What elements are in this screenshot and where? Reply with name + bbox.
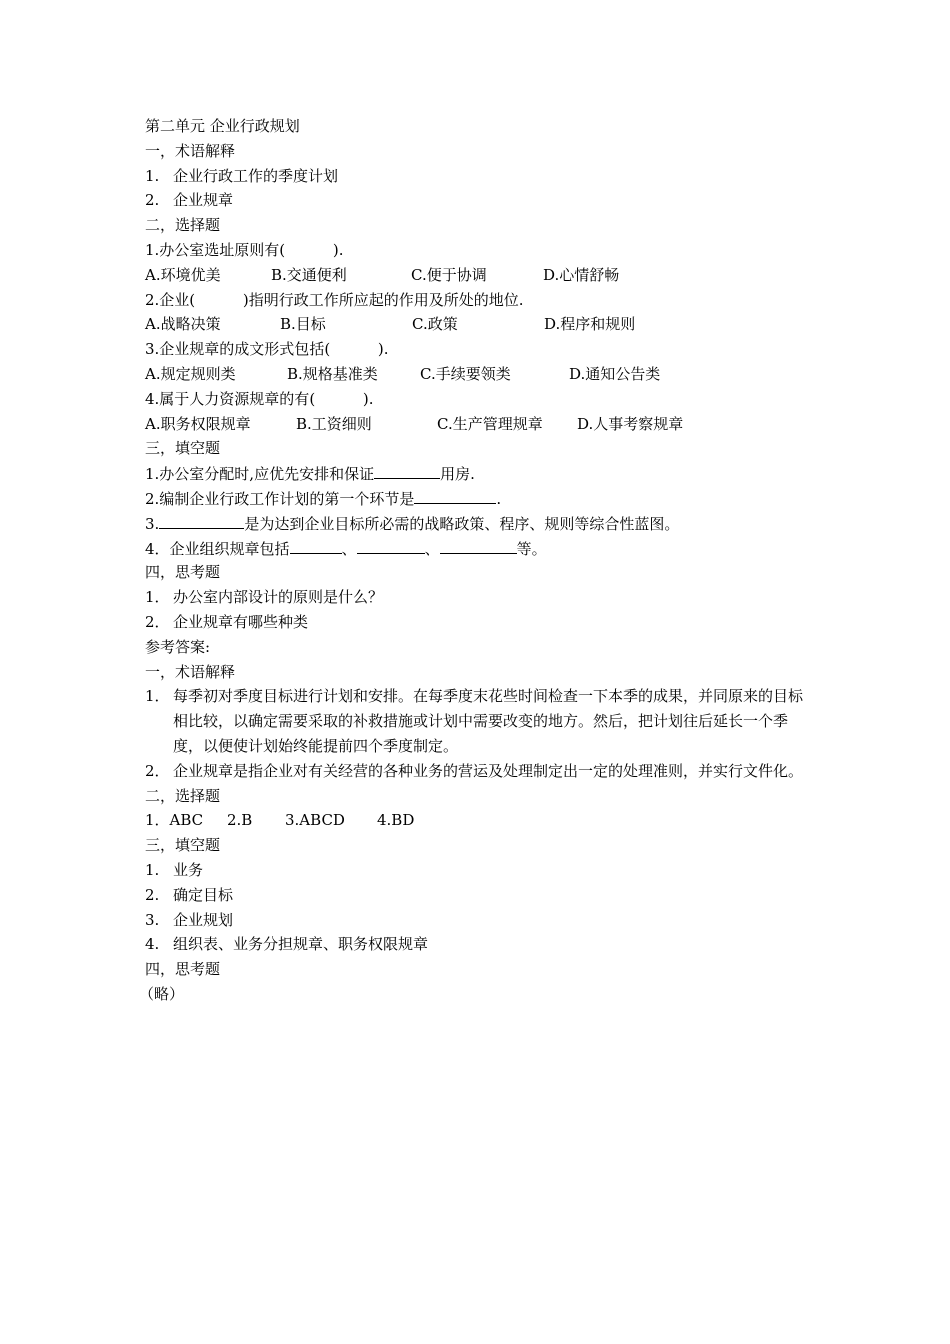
fill-text: 是为达到企业目标所必需的战略政策、程序、规则等综合性蓝图。 [244,514,680,533]
option: A.战略决策 [145,315,221,334]
fill-text: 1.办公室分配时,应优先安排和保证 [145,465,375,484]
option-row [145,412,810,437]
option: D.通知公告类 [569,364,661,383]
answer-item [145,883,810,908]
option: C.政策 [412,315,458,334]
option: D.人事考察规章 [577,414,684,433]
option: D.心情舒畅 [543,265,620,284]
item-number: 1． [145,588,170,607]
question-stem: 4.属于人力资源规章的有( ). [145,389,374,408]
fill-item [145,461,810,486]
fill-blank [159,511,244,529]
item-number: 2. [145,885,160,904]
fill-item [145,536,810,561]
item-text: 企业规章有哪些种类 [173,612,309,631]
fill-separator: 、 [341,539,357,558]
item-number: 2． [145,761,170,780]
option: B.交通便利 [271,265,347,284]
unit-title: 第二单元 企业行政规划 [145,117,300,135]
item-text: 企业规章是指企业对有关经营的各种业务的营运及处理制定出一定的处理准则，并实行文件化。 [173,761,804,780]
answer-section-heading: 三，填空题 [145,836,221,855]
item-text: 组织表、业务分担规章、职务权限规章 [173,935,429,954]
question-stem: 1.办公室选址原则有( ). [145,240,344,259]
item-text: 每季初对季度目标进行计划和安排。在每季度末花些时间检查一下本季的成果，并同原来的目标相比较，以确定需要采取的补救措施或计划中需要改变的地方。然后，把计划往后延长一个季度，以便使计划始终能提前四个季度制定。 [173,687,804,755]
answer-item [145,759,810,784]
option: A.职务权限规章 [145,414,251,433]
choice-answer: 1．ABC [145,811,204,830]
option: A.规定规则类 [145,364,236,383]
option: C.便于协调 [411,265,487,284]
fill-blank [290,536,342,554]
fill-text: 用房. [440,465,475,484]
item-number: 1. [145,860,160,879]
section-heading-choice: 二，选择题 [145,216,221,235]
item-number: 1． [145,687,170,706]
section-heading-think: 四，思考题 [145,563,221,582]
answer-item [145,858,810,883]
question-stem: 2.企业( )指明行政工作所应起的作用及所处的地位. [145,290,524,309]
item-text: 业务 [173,860,204,879]
fill-text: 等。 [516,539,547,558]
item-text: 办公室内部设计的原则是什么？ [173,588,384,607]
fill-text: 3. [145,514,160,533]
item-number: 3. [145,910,160,929]
choice-answer: 4.BD [377,811,415,830]
item-number: 1. [145,166,160,185]
fill-blank [414,486,496,504]
item-text: 企业规章 [173,191,234,210]
section-heading-fill: 三，填空题 [145,439,221,458]
term-item [145,164,810,189]
option: B.规格基准类 [287,364,378,383]
fill-separator: 、 [424,539,440,558]
fill-blank [440,536,517,554]
answer-item [145,932,810,957]
question-stem: 3.企业规章的成文形式包括( ). [145,340,389,359]
option: A.环境优美 [145,265,221,284]
item-text: 企业规划 [173,910,234,929]
fill-text: . [496,489,502,508]
choice-answer: 3.ABCD [285,811,345,830]
fill-blank [357,536,425,554]
think-item [145,610,810,635]
fill-text: 2.编制企业行政工作计划的第一个环节是 [145,489,415,508]
item-number: 2. [145,191,160,210]
omitted-note: （略） [139,984,185,1003]
option: B.目标 [280,315,326,334]
fill-item [145,486,810,511]
answers-heading: 参考答案: [145,637,211,656]
choice-answer: 2.B [227,811,253,830]
fill-blank [374,461,440,479]
item-number: 2． [145,612,170,631]
option: D.程序和规则 [544,315,636,334]
option: C.手续要领类 [420,364,511,383]
item-text: 确定目标 [173,885,234,904]
option: C.生产管理规章 [437,414,543,433]
option-row [145,263,810,288]
item-number: 4. [145,935,160,954]
answer-section-heading: 一，术语解释 [145,662,236,681]
fill-item [145,511,810,536]
section-heading-terms: 一，术语解释 [145,141,236,160]
answer-item [145,908,810,933]
answer-section-heading: 四，思考题 [145,960,221,979]
fill-text: 4．企业组织规章包括 [145,539,290,558]
think-item [145,585,810,610]
answer-section-heading: 二，选择题 [145,786,221,805]
option: B.工资细则 [296,414,372,433]
document-page [139,114,810,1007]
option-row [145,312,810,337]
term-item [145,188,810,213]
option-row [145,362,810,387]
answer-item [145,684,810,758]
item-text: 企业行政工作的季度计划 [173,166,339,185]
choice-answers [145,808,810,833]
